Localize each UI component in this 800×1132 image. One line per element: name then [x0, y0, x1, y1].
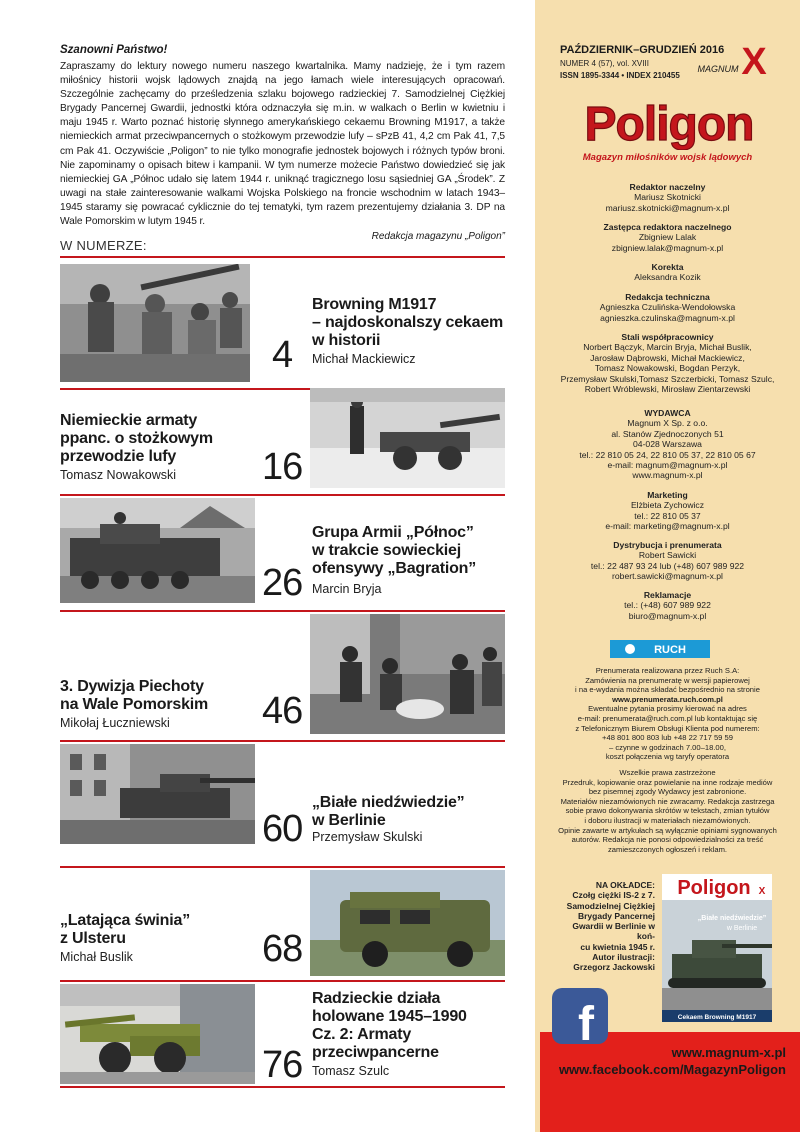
cover-caption-line: Brygady Pancernej [577, 910, 655, 921]
staff-line: Norbert Bączyk, Marcin Bryja, Michał Buslik, [583, 342, 752, 353]
staff-line: Przemysław Skulski,Tomasz Szczerbicki, Tomasz Szulc, [560, 373, 775, 384]
article-photo-browning [60, 264, 250, 382]
article-title-line: Grupa Armii „Północ” [312, 524, 474, 541]
article-page-number: 76 [262, 1044, 303, 1086]
note-line: e-mail: prenumerata@ruch.com.pl lub kontaktując się [577, 713, 758, 723]
cover-thumbnail[interactable] [662, 874, 772, 1022]
article-photo-berlin [60, 744, 255, 844]
editorial-body: Zapraszamy do lektury nowego numeru naszego kwartalnika. Mamy nadzieję, że i tym razem miłośnicy historii wojsk lądowych znajdą na jego łamach wiele interesujących opracowań. Szczególnie zachęcamy do prześledzenia szlaku bojowego radzieckiej 7. Samodzielnej Ciężkiej Brygady Pancernej Gwardii, jednostki która odznaczyła się m.in. w walkach o Berlin w kwietniu i maju 1945 r. Warto poznać historię słynnego amerykańskiego cekaemu Browning M1917, a także niemieckich armat przeciwpancernych o stożkowym przewodzie lufy – sPzB 41, 4,2 cm Pak 41, 7,5 cm Pak 41. Oczywiście „Poligon” to nie tylko monografie jednostek bojowych i różnych typów broni. Nie zapominamy o opisach bitew i kampanii. W tym numerze możecie Państwo dowiedzieć się jak niemieckiej GA „Północ udało się latem 1944 r. uniknąć tragicznego losu sąsiedniej GA „Środek”. Z uwagi na stałe zainteresowanie walkami Wojska Polskiego na froncie wschodnim w latach 1943–1945 staramy się powracać cyklicznie do tej tematyki, tym razem prezentujemy działania 3. DP na Wale Pomorskim w lutym 1945 r. [60, 61, 505, 228]
article-title-line: w trakcie sowieckiej [312, 542, 461, 559]
poligon-wordmark: Poligon [584, 98, 754, 150]
article-author: Przemysław Skulski [312, 830, 423, 844]
note-line: i na e-wydania można składać bezpośrednio na stronie [575, 685, 760, 695]
article-title-line: Cz. 2: Armaty [312, 1026, 412, 1043]
staff-contributors [535, 332, 800, 394]
staff-line: Robert Wróblewski, Mirosław Zientarzewski [584, 384, 751, 395]
toc-divider [60, 494, 505, 496]
staff-line: tel.: 22 487 93 24 lub (+48) 607 989 922 [590, 560, 745, 571]
poligon-subtitle: Magazyn miłośników wojsk lądowych [582, 152, 753, 163]
staff-line: al. Stanów Zjednoczonych 51 [611, 428, 724, 439]
article-title-line: przewodzie lufy [60, 448, 177, 465]
cover-caption-line: cu kwietnia 1945 r. [580, 941, 655, 952]
issue-date: PAŹDZIERNIK–GRUDZIEŃ 2016 [560, 44, 725, 56]
article-photo-radzieckie-dziala [60, 984, 255, 1084]
article-author: Mikołaj Łuczniewski [60, 716, 170, 730]
note-link[interactable]: www.prenumerata.ruch.com.pl [612, 694, 723, 704]
poligon-logo [558, 94, 780, 150]
staff-distribution [535, 540, 800, 582]
article-page-number: 60 [262, 808, 303, 850]
article-page-number: 68 [262, 928, 303, 970]
article-title-line: w Berlinie [312, 812, 386, 829]
cover-thumb-x: X [758, 886, 766, 897]
note-line: Prenumerata realizowana przez Ruch S.A: [595, 666, 740, 675]
staff-email[interactable]: e-mail: marketing@magnum-x.pl [605, 521, 730, 532]
note-line: +48 801 800 803 lub +48 22 717 59 59 [602, 733, 733, 743]
article-author: Michał Buslik [60, 950, 133, 964]
toc-heading-rule [60, 256, 505, 258]
toc-divider [60, 610, 505, 612]
staff-line: Jarosław Dąbrowski, Michał Mackiewicz, [590, 352, 745, 363]
rights-note [545, 768, 790, 854]
cover-thumb-logo: Poligon [677, 877, 751, 899]
note-line: z Telefonicznym Biurem Obsługi Klienta pod numerem: [575, 723, 760, 733]
ruch-logo-text: RUCH [654, 644, 686, 656]
note-line: koszt połączenia wg taryfy operatora [605, 752, 730, 762]
note-line: zamieszczonych ogłoszeń i reklam. [607, 844, 728, 854]
article-page-number: 46 [262, 690, 303, 732]
article-author: Michał Mackiewicz [312, 352, 416, 366]
staff-role: Reklamacje [643, 590, 692, 600]
staff-line: Tomasz Nowakowski, Bogdan Perzyk, [594, 363, 741, 374]
staff-email[interactable]: zbigniew.lalak@magnum-x.pl [611, 242, 724, 253]
staff-publisher [535, 408, 800, 481]
staff-deputy-editor [535, 222, 800, 253]
article-photo-bagration [60, 498, 255, 603]
article-title-line: „Latająca świnia” [60, 912, 190, 929]
cover-caption-line: Autor ilustracji: [592, 952, 655, 963]
note-line: Opinie zawarte w artykułach są wyłącznie opiniami sygnowanych [558, 825, 777, 835]
note-line: Ewentualne pytania prosimy kierować na adres [588, 704, 747, 714]
note-line: autorów. Redakcja nie ponosi odpowiedzialności za treść [571, 835, 764, 845]
staff-email[interactable]: mariusz.skotnicki@magnum-x.pl [605, 202, 730, 213]
staff-role: Zastępca redaktora naczelnego [603, 222, 732, 232]
facebook-glyph: f [578, 998, 594, 1046]
cover-thumb-title1: „Białe niedźwiedzie” [697, 915, 767, 922]
toc-divider [60, 740, 505, 742]
magnum-x-logo [688, 42, 778, 82]
staff-line: Magnum X Sp. z o.o. [627, 418, 708, 429]
cover-caption-line: Gwardii w Berlinie w koń- [572, 921, 655, 942]
article-title-line: z Ulsteru [60, 930, 126, 947]
staff-role: Redakcja techniczna [625, 292, 710, 302]
issue-number: NUMER 4 (57), vol. XVIII [560, 59, 649, 68]
staff-email[interactable]: biuro@magnum-x.pl [628, 610, 707, 621]
article-photo-pak41 [310, 388, 505, 488]
staff-role: Stali współpracownicy [621, 332, 714, 342]
subscription-note [545, 666, 790, 762]
article-title-line: w historii [312, 332, 381, 349]
toc-heading: W NUMERZE: [60, 238, 147, 253]
staff-role: Dystrybucja i prenumerata [613, 540, 722, 550]
editorial-greeting: Szanowni Państwo! [60, 44, 168, 56]
article-title-line: 3. Dywizja Piechoty [60, 678, 204, 695]
article-photo-wal-pomorski [310, 614, 505, 734]
staff-line: 04-028 Warszawa [633, 439, 702, 450]
article-title-line: ofensywy „Bagration” [312, 560, 477, 577]
article-title-browning[interactable] [312, 296, 503, 350]
article-title-line: przeciwpancerne [312, 1044, 439, 1061]
cover-caption-line: Grzegorz Jackowski [573, 962, 655, 973]
ruch-logo [610, 640, 710, 658]
article-photo-ulster [310, 870, 505, 976]
staff-line: Robert Sawicki [638, 550, 697, 561]
article-title-latajaca-swinia[interactable] [60, 912, 190, 948]
article-title-line: holowane 1945–1990 [312, 1008, 467, 1025]
toc-divider [60, 866, 505, 868]
note-line: – czynne w godzinach 7.00–18.00, [609, 742, 726, 752]
article-page-number: 4 [272, 334, 293, 376]
article-title-line: Radzieckie działa [312, 990, 441, 1007]
note-line: sobie prawo dokonywania skrótów w tekstach, zmian tytułów [565, 806, 770, 816]
toc-divider [60, 980, 505, 982]
staff-email[interactable]: agnieszka.czulinska@magnum-x.pl [600, 312, 735, 323]
article-title-line: „Białe niedźwiedzie” [312, 794, 465, 811]
staff-proofreading [535, 262, 800, 283]
cover-caption-line: Samodzielnej Ciężkiej [566, 900, 655, 911]
staff-role: Korekta [651, 262, 684, 272]
staff-line: tel.: 22 810 05 37 [634, 510, 701, 521]
staff-marketing [535, 490, 800, 532]
note-line: Przedruk, kopiowanie oraz powielanie na inne rodzaje mediów [562, 777, 773, 787]
toc-divider [60, 1086, 505, 1088]
staff-line: Mariusz Skotnicki [634, 192, 701, 203]
article-title-niemieckie-armaty[interactable] [60, 412, 213, 466]
facebook-icon[interactable] [550, 986, 610, 1046]
article-page-number: 16 [262, 446, 303, 488]
cover-caption-line: NA OKŁADCE: [595, 880, 655, 890]
cover-thumb-title2: w Berlinie [726, 925, 758, 932]
staff-line: Elżbieta Zychowicz [630, 500, 705, 511]
note-line: Wszelkie prawa zastrzeżone [619, 768, 716, 777]
staff-website[interactable]: www.magnum-x.pl [632, 470, 703, 481]
staff-line: Zbigniew Lalak [638, 232, 697, 243]
cover-caption-line: Czołg ciężki IS-2 z 7. [572, 890, 655, 901]
article-title-grupa-armii[interactable] [312, 524, 476, 578]
note-line: Zamówienia na prenumeratę w wersji papierowej [585, 675, 750, 685]
article-title-line: – najdoskonalszy cekaem [312, 314, 504, 331]
facebook-link[interactable]: www.facebook.com/MagazynPoligon [558, 1062, 786, 1077]
cover-thumb-footer: Cekaem Browning M1917 [677, 1014, 757, 1021]
editorial-intro [60, 44, 505, 242]
staff-line: Aleksandra Kozik [634, 272, 701, 283]
note-line: i doboru ilustracji w materiałach niezamówionych. [584, 815, 751, 825]
article-page-number: 26 [262, 562, 303, 604]
cover-caption [555, 880, 655, 973]
staff-complaints [535, 590, 800, 621]
staff-editor-in-chief [535, 182, 800, 213]
article-title-line: ppanc. o stożkowym [60, 430, 213, 447]
article-title-line: Browning M1917 [312, 296, 437, 313]
staff-email[interactable]: robert.sawicki@magnum-x.pl [612, 571, 723, 582]
staff-line: tel.: (+48) 607 989 922 [624, 600, 711, 611]
article-author: Marcin Bryja [312, 582, 382, 596]
magnum-word: MAGNUM [697, 64, 739, 74]
article-title-line: na Wale Pomorskim [60, 696, 209, 713]
staff-technical-editor [535, 292, 800, 323]
staff-role: Marketing [647, 490, 688, 500]
staff-line: tel.: 22 810 05 24, 22 810 05 37, 22 810 05 67 [579, 449, 756, 460]
article-title-radzieckie-dziala[interactable] [312, 990, 467, 1062]
article-title-line: Niemieckie armaty [60, 412, 198, 429]
staff-line: Agnieszka Czulińska-Wendołowska [599, 302, 736, 313]
staff-email[interactable]: e-mail: magnum@magnum-x.pl [607, 460, 728, 471]
article-author: Tomasz Szulc [312, 1064, 390, 1078]
note-line: bez pisemnej zgody Wydawcy jest zabronione. [588, 787, 747, 797]
website-link[interactable]: www.magnum-x.pl [671, 1045, 786, 1060]
note-line: Materiałów niezamówionych nie zwracamy. Redakcja zastrzega [560, 796, 775, 806]
staff-role: WYDAWCA [644, 408, 691, 418]
article-author: Tomasz Nowakowski [60, 468, 177, 482]
article-title-biale-niedzwiedzie[interactable] [312, 794, 465, 830]
editorial-signature: Redakcja magazynu „Poligon” [371, 231, 505, 243]
staff-role: Redaktor naczelny [629, 182, 706, 192]
magnum-x-letter: X [741, 42, 767, 82]
article-title-3-dywizja[interactable] [60, 678, 208, 714]
issue-issn: ISSN 1895-3344 • INDEX 210455 [560, 71, 680, 80]
